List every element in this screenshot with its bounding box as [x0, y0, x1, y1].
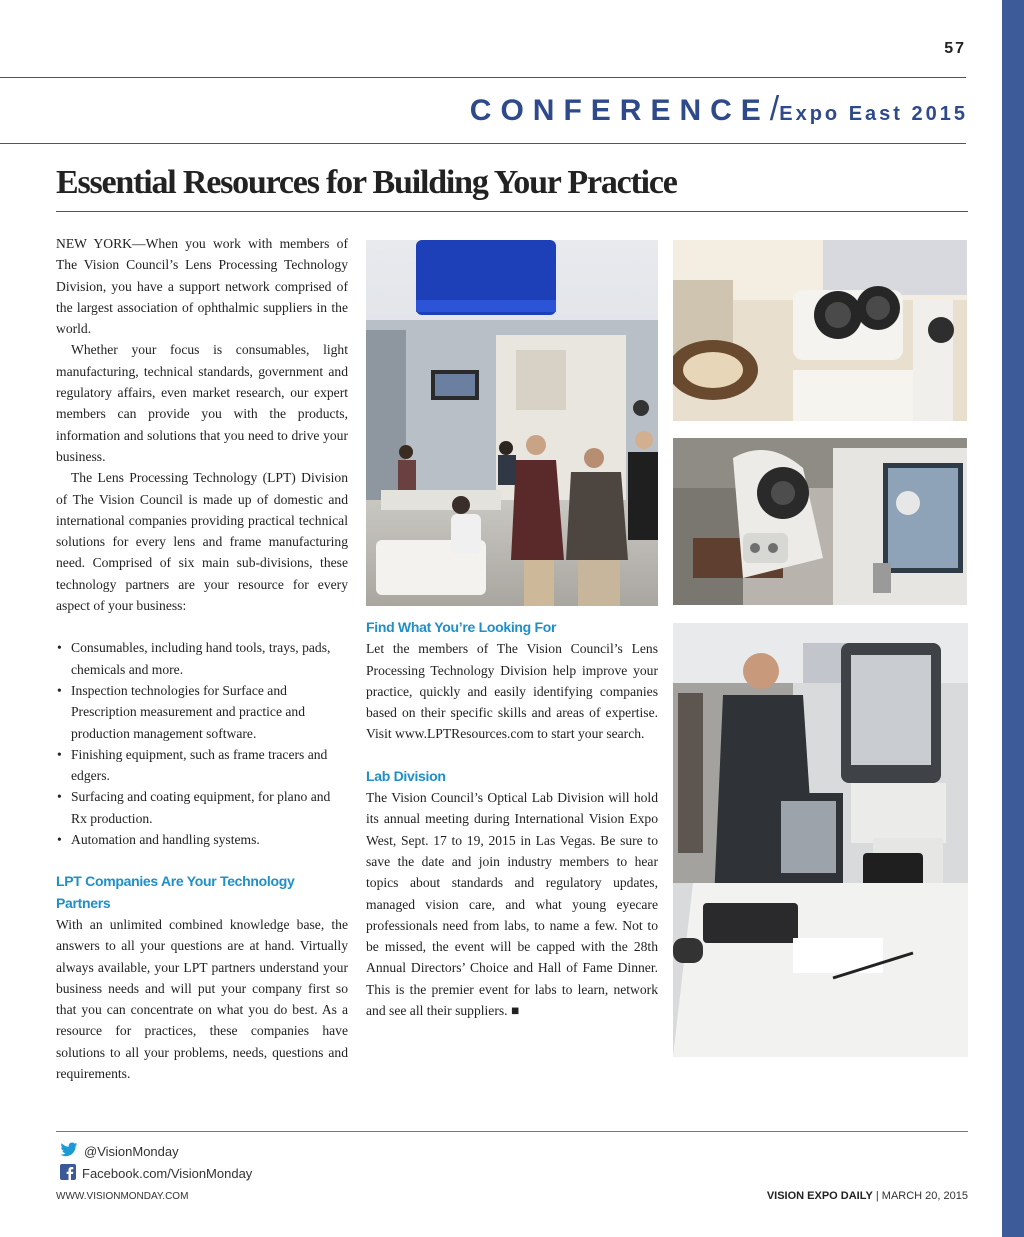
lab-division-heading: Lab Division — [366, 767, 446, 784]
website-url[interactable]: WWW.VISIONMONDAY.COM — [56, 1191, 189, 1202]
article-headline: Essential Resources for Building Your Practice — [56, 164, 677, 201]
photo-booth-image — [366, 240, 658, 606]
list-item: • Consumables, including hand tools, trays, pads, chemicals and more. — [56, 637, 348, 680]
section-rule — [0, 143, 966, 144]
column-2 — [366, 617, 658, 1021]
twitter-icon — [60, 1142, 78, 1161]
section-subtitle: Expo East 2015 — [779, 103, 968, 125]
photo-lensmeter — [673, 623, 968, 1057]
list-item: • Automation and handling systems. — [56, 829, 348, 850]
page-edge-bar — [1002, 0, 1024, 1237]
facebook-link[interactable] — [60, 1164, 252, 1183]
photo-booth — [366, 240, 658, 606]
twitter-link[interactable] — [60, 1142, 179, 1161]
publication-date: MARCH 20, 2015 — [881, 1190, 968, 1202]
end-mark: ■ — [510, 1003, 520, 1019]
section-slash: / — [769, 90, 780, 128]
find-heading: Find What You’re Looking For — [366, 619, 557, 635]
find-paragraph: Let the members of The Vision Council’s Lens Processing Technology Division help improve your practice, quickly and easily identifying companies based on their specific skills and areas of expertise. Visit www.LPTResources.com to start your search. — [366, 641, 658, 742]
list-item: • Surfacing and coating equipment, for plano and Rx production. — [56, 786, 348, 829]
list-item: • Finishing equipment, such as frame tracers and edgers. — [56, 744, 348, 787]
section-header — [470, 90, 968, 129]
photo-slit-lamp-image — [673, 240, 967, 421]
photo-lensmeter-image — [673, 623, 968, 1057]
lpt-partners-heading: LPT Companies Are Your Technology Partners — [56, 873, 295, 911]
intro-paragraph: NEW YORK—When you work with members of The Vision Council’s Lens Processing Technology Division, you have a support network comprised of the largest association of ophthalmic suppliers in the world. — [56, 236, 348, 337]
section-title: CONFERENCE — [469, 94, 770, 127]
footer-rule — [56, 1131, 968, 1132]
twitter-handle: @VisionMonday — [84, 1144, 179, 1159]
focus-paragraph: Whether your focus is consumables, light manufacturing, technical standards, government and regulatory affairs, even market research, our expert members can provide you with the products, information and solutions that you need to drive your business. — [56, 342, 348, 464]
lab-division-paragraph — [366, 787, 658, 1021]
facebook-url: Facebook.com/VisionMonday — [82, 1166, 253, 1181]
subdivision-list — [56, 637, 348, 850]
facebook-icon — [60, 1164, 76, 1183]
lpt-partners-paragraph: With an unlimited combined knowledge base, the answers to all your questions are at hand. Virtually always available, your LPT partners understand your business needs and will put your company first so that you can concentrate on what you do best. As a resource for practices, these companies have solutions to all your problems, needs, questions and requirements. — [56, 916, 348, 1081]
publication-name: VISION EXPO DAILY — [766, 1190, 873, 1202]
photo-autorefractor-image — [673, 438, 967, 605]
publication-info — [767, 1190, 968, 1202]
headline-rule — [56, 211, 968, 212]
page-number: 57 — [944, 40, 966, 57]
column-1 — [56, 233, 348, 1084]
lab-division-text: The Vision Council’s Optical Lab Division will hold its annual meeting during International Vision Expo West, Sept. 17 to 19, 2015 in Las Vegas. Be sure to save the date and join industry members to hear topics about standards and regulatory updates, managed vision care, and what young eyecare professionals need from labs, to name a few. Not to be missed, the event will be capped with the 28th Annual Directors’ Choice and Hall of Fame Dinner. This is the premier event for labs to learn, network and see all their suppliers. — [366, 790, 658, 1019]
top-rule — [0, 77, 966, 78]
photo-autorefractor — [673, 438, 967, 605]
list-item: • Inspection technologies for Surface and Prescription measurement and practice and production management software. — [56, 680, 348, 744]
lpt-division-paragraph: The Lens Processing Technology (LPT) Division of The Vision Council is made up of domestic and international companies providing practical technical solutions for every lens and frame manufacturing need. Comprised of six main sub-divisions, these technology partners are your resource for every aspect of your business: — [56, 470, 348, 614]
photo-slit-lamp — [673, 240, 967, 421]
publication-separator: | — [875, 1190, 879, 1202]
